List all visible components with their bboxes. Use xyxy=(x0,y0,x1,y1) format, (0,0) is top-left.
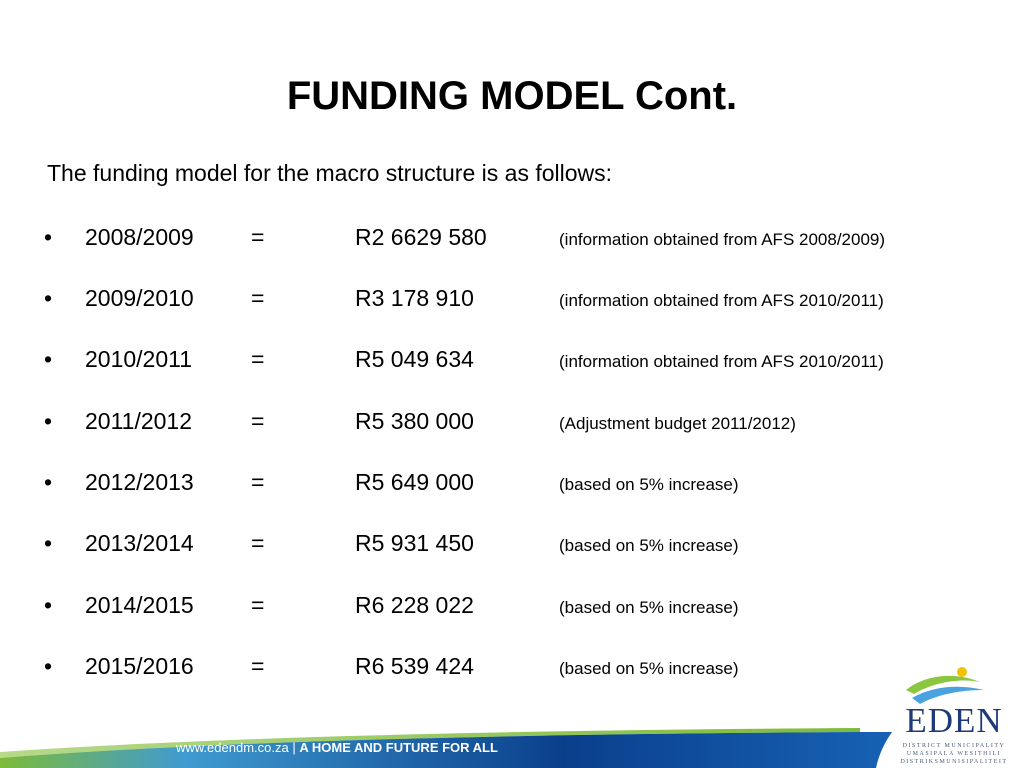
equals-sign: = xyxy=(251,469,265,495)
bullet-icon: • xyxy=(44,530,53,556)
equals-sign: = xyxy=(251,530,265,556)
bullet-icon: • xyxy=(44,592,53,618)
footer-website-link[interactable]: www.edendm.co.za | xyxy=(176,740,296,755)
intro-text: The funding model for the macro structure is as follows: xyxy=(47,160,613,186)
list-item xyxy=(44,465,1004,499)
funding-note: (information obtained from AFS 2010/2011) xyxy=(559,291,884,310)
equals-sign: = xyxy=(251,653,265,679)
funding-amount: R6 539 424 xyxy=(355,653,474,679)
list-item xyxy=(44,220,1004,254)
financial-year: 2014/2015 xyxy=(85,592,194,618)
funding-note: (information obtained from AFS 2010/2011) xyxy=(559,352,884,371)
bullet-icon: • xyxy=(44,408,53,434)
financial-year: 2012/2013 xyxy=(85,469,194,495)
funding-note: (based on 5% increase) xyxy=(559,659,739,678)
bullet-icon: • xyxy=(44,653,53,679)
financial-year: 2015/2016 xyxy=(85,653,194,679)
financial-year: 2009/2010 xyxy=(85,285,194,311)
logo-wordmark: EDEN xyxy=(905,701,1003,740)
financial-year: 2011/2012 xyxy=(85,408,193,434)
list-item xyxy=(44,404,1004,438)
bullet-icon: • xyxy=(44,469,53,495)
funding-note: (based on 5% increase) xyxy=(559,536,739,555)
footer-swoosh-bar xyxy=(0,728,1024,768)
slide-title: FUNDING MODEL Cont. xyxy=(286,74,738,118)
bullet-icon: • xyxy=(44,285,53,311)
funding-note: (based on 5% increase) xyxy=(559,475,739,494)
footer-tagline: A HOME AND FUTURE FOR ALL xyxy=(299,740,498,755)
equals-sign: = xyxy=(251,346,265,372)
logo-subtitle-3: DISTRIKSMUNISIPALITEIT xyxy=(900,759,1008,765)
bullet-icon: • xyxy=(44,346,53,372)
logo-subtitle-2: UMASIPALA WESITHILI xyxy=(906,751,1002,757)
equals-sign: = xyxy=(251,592,265,618)
funding-note: (information obtained from AFS 2008/2009) xyxy=(559,230,886,249)
funding-note: (Adjustment budget 2011/2012) xyxy=(559,414,796,433)
funding-amount: R2 6629 580 xyxy=(355,224,487,250)
list-item xyxy=(44,649,1004,683)
list-item xyxy=(44,526,1004,560)
list-item xyxy=(44,342,1004,376)
equals-sign: = xyxy=(251,224,265,250)
financial-year: 2013/2014 xyxy=(85,530,194,556)
equals-sign: = xyxy=(251,408,265,434)
funding-amount: R3 178 910 xyxy=(355,285,474,311)
funding-amount: R5 380 000 xyxy=(355,408,474,434)
funding-amount: R6 228 022 xyxy=(355,592,474,618)
equals-sign: = xyxy=(251,285,265,311)
financial-year: 2008/2009 xyxy=(85,224,194,250)
logo-subtitle-1: DISTRICT MUNICIPALITY xyxy=(902,743,1006,749)
list-item xyxy=(44,281,1004,315)
funding-amount: R5 931 450 xyxy=(355,530,474,556)
bullet-icon: • xyxy=(44,224,53,250)
list-item xyxy=(44,588,1004,622)
funding-note: (based on 5% increase) xyxy=(559,598,739,617)
footer-text xyxy=(176,740,498,756)
funding-amount: R5 649 000 xyxy=(355,469,474,495)
financial-year: 2010/2011 xyxy=(85,346,193,372)
funding-amount: R5 049 634 xyxy=(355,346,474,372)
